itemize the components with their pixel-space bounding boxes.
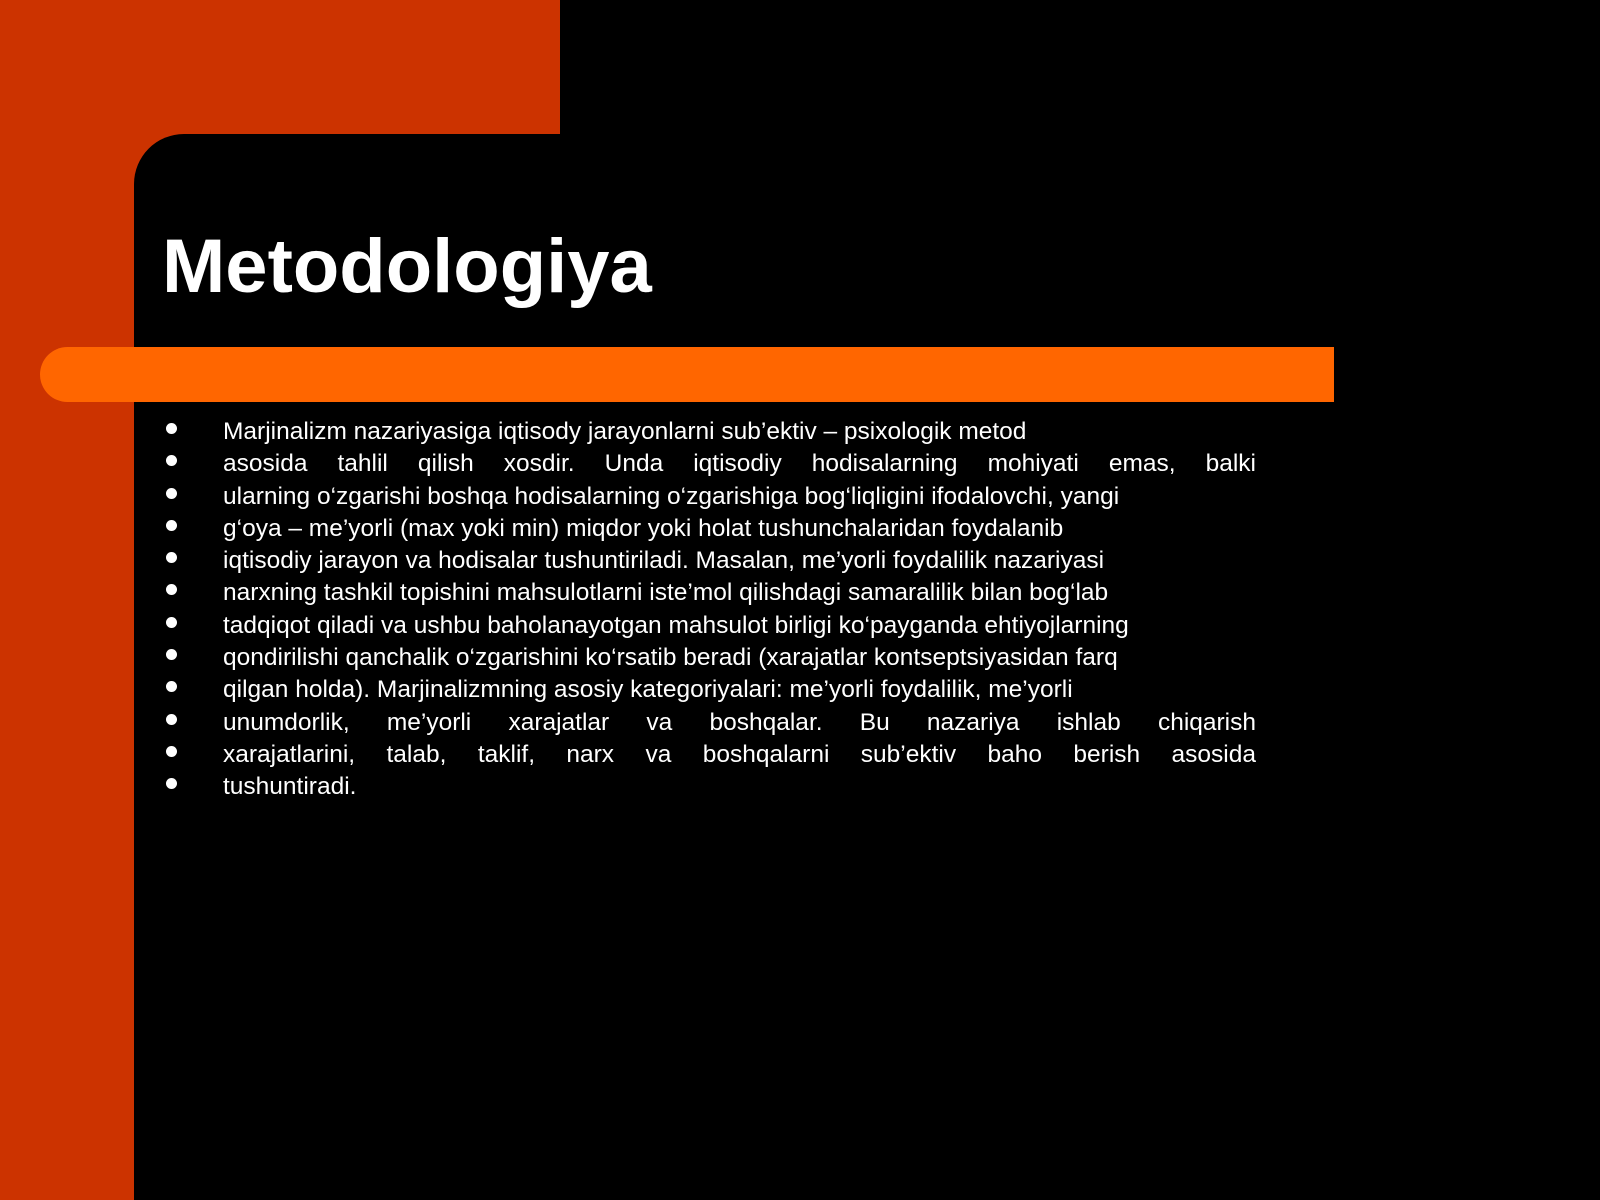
bullet-icon (166, 584, 177, 595)
list-item (166, 513, 1256, 545)
bullet-icon (166, 746, 177, 757)
line-text: iqtisodiy jarayon va hodisalar tushuntiriladi. Masalan, me’yorli foydalilik nazariyasi (223, 547, 1105, 575)
list-item (166, 481, 1256, 513)
bullet-icon (166, 520, 177, 531)
bullet-icon (166, 649, 177, 660)
line-text: xarajatlarini, talab, taklif, narx va boshqalarni sub’ektiv baho berish asosida (223, 740, 1256, 768)
bullet-icon (166, 488, 177, 499)
bullet-icon (166, 552, 177, 563)
bullet-icon (166, 681, 177, 692)
line-text: Marjinalizm nazariyasiga iqtisody jarayonlarni sub’ektiv – psixologik metod (223, 418, 1027, 445)
bullet-icon (166, 455, 177, 466)
line-text: qondirilishi qanchalik o‘zgarishini ko‘rsatib beradi (xarajatlar kontseptsiyasidan farq (223, 644, 1118, 672)
line-text: unumdorlik, me’yorli xarajatlar va boshqalar. Bu nazariya ishlab chiqarish (223, 708, 1256, 736)
line-text: tadqiqot qiladi va ushbu baholanayotgan mahsulot birligi ko‘payganda ehtiyojlarning (223, 611, 1129, 639)
bullet-icon (166, 778, 177, 789)
line-text: narxning tashkil topishini mahsulotlarni iste’mol qilishdagi samaralilik bilan bog‘lab (223, 579, 1109, 607)
list-item (166, 545, 1256, 577)
line-text: g‘oya – me’yorli (max yoki min) miqdor yoki holat tushunchalaridan foydalanib (223, 514, 1064, 542)
list-item (166, 674, 1256, 706)
line-text: tushuntiradi. (223, 773, 357, 801)
slide-title: Metodologiya (162, 224, 652, 309)
line-text: ularning o‘zgarishi boshqa hodisalarning o‘zgarishiga bog‘liqligini ifodalovchi, yangi (223, 482, 1120, 510)
bullet-icon (166, 714, 177, 725)
list-item (166, 610, 1256, 642)
list-item (166, 416, 1256, 448)
list-item (166, 707, 1256, 739)
bullet-icon (166, 423, 177, 434)
line-text: asosida tahlil qilish xosdir. Unda iqtisodiy hodisalarning mohiyati emas, balki (223, 450, 1256, 478)
list-item (166, 577, 1256, 609)
list-item (166, 642, 1256, 674)
body-text-list (166, 416, 1256, 804)
line-text: qilgan holda). Marjinalizmning asosiy kategoriyalari: me’yorli foydalilik, me’yorli (223, 676, 1073, 704)
bullet-icon (166, 617, 177, 628)
list-item (166, 771, 1256, 803)
list-item (166, 739, 1256, 771)
list-item (166, 448, 1256, 480)
title-underline-bar (40, 347, 1334, 402)
